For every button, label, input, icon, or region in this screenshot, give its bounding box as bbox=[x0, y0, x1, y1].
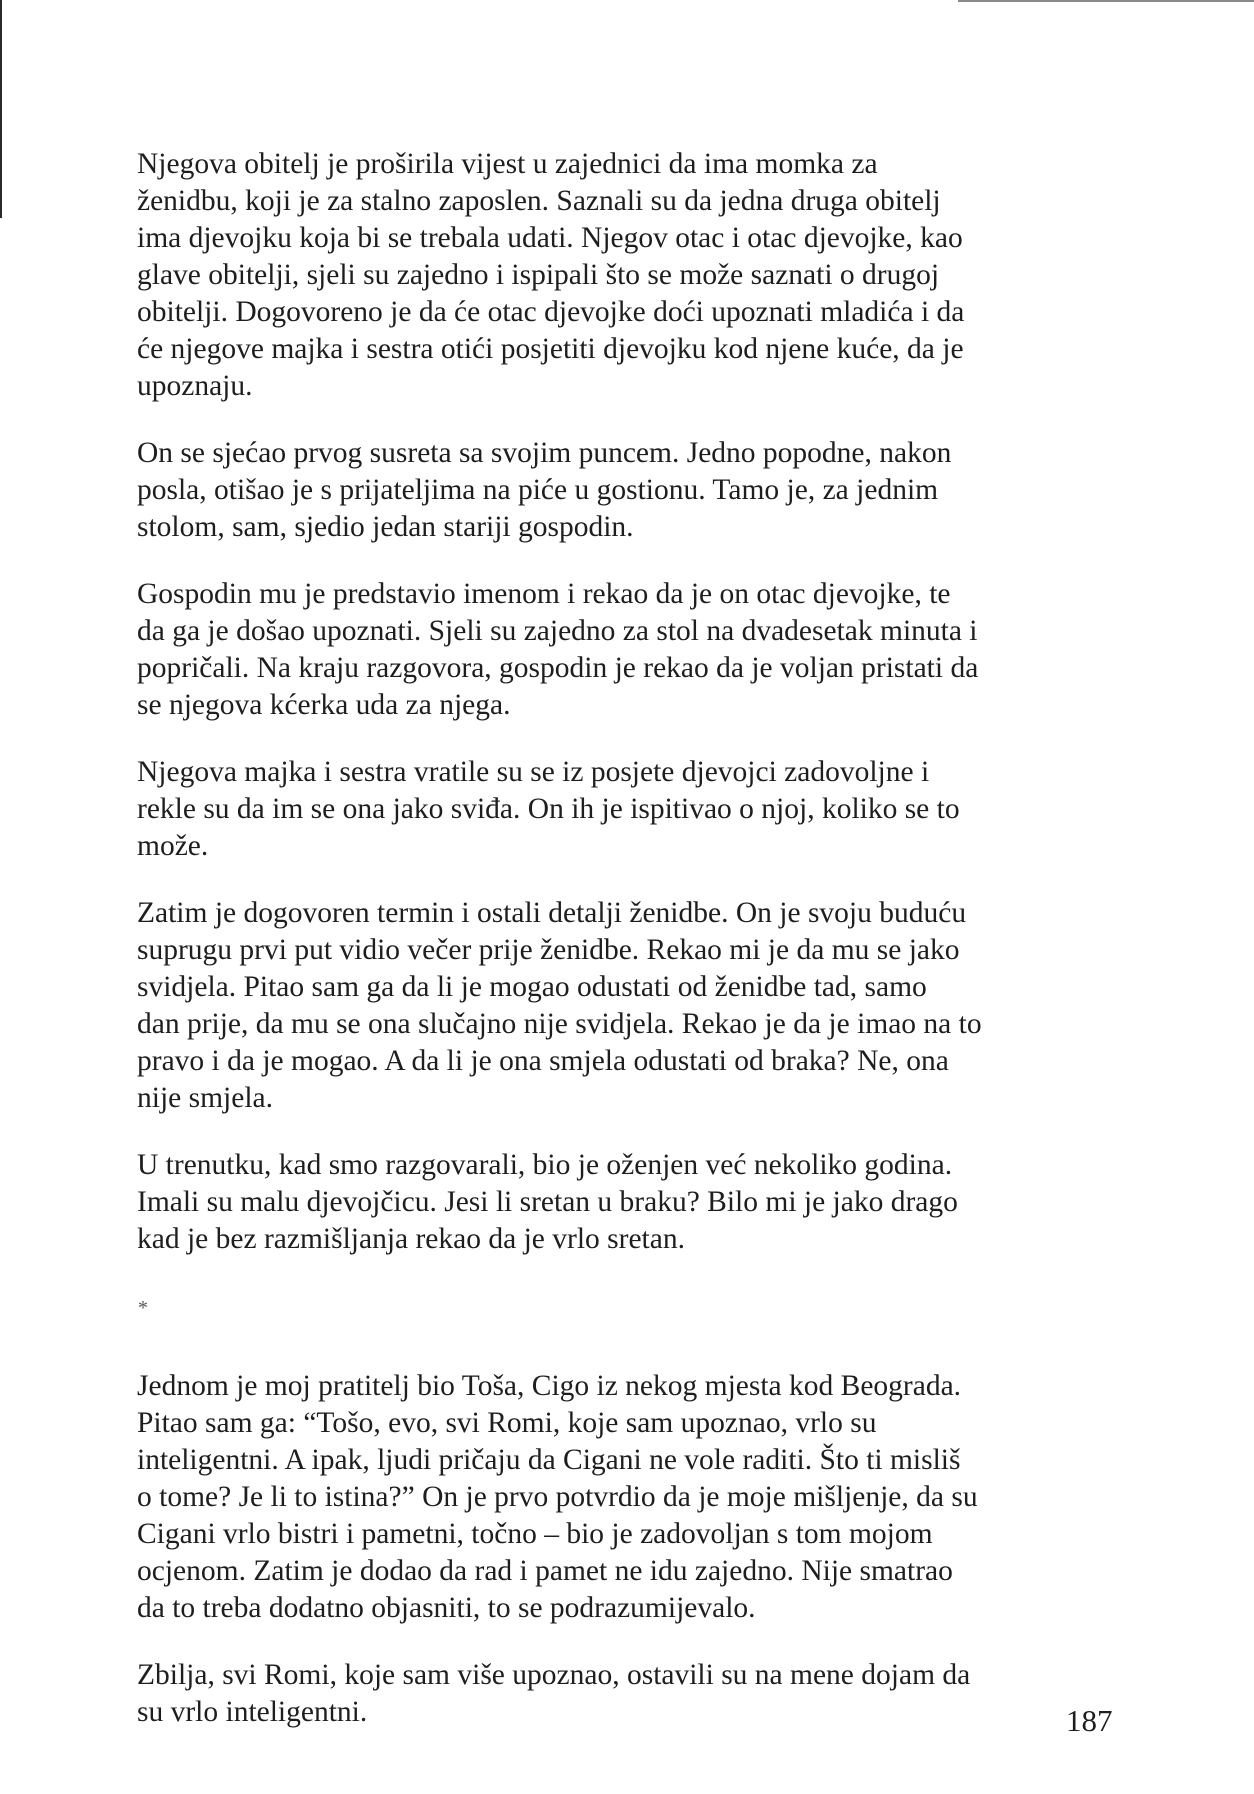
paragraph-8: Zbilja, svi Romi, koje sam više upoznao, ostavili su na mene dojam da su vrlo inteligentni. bbox=[137, 1659, 971, 1728]
paragraph-3: Gospodin mu je predstavio imenom i rekao da je on otac djevojke, te da ga je došao upoznati. Sjeli su zajedno za stol na dvadesetak minuta i popričali. Na kraju razgovora, gospodin je rekao da je voljan pristati da se njegova kćerka uda za njega. bbox=[137, 578, 979, 721]
scan-edge-left bbox=[0, 0, 2, 218]
paragraph-2: On se sjećao prvog susreta sa svojim puncem. Jedno popodne, nakon posla, otišao je s prijateljima na piće u gostionu. Tamo je, za jednim stolom, sam, sjedio jedan stariji gospodin. bbox=[137, 437, 952, 543]
paragraph-4: Njegova majka i sestra vratile su se iz posjete djevojci zadovoljne i rekle su da im se ona jako sviđa. On ih je ispitivao o njoj, koliko se to može. bbox=[137, 756, 960, 862]
scan-edge-top bbox=[958, 0, 1254, 2]
paragraph-7: Jednom je moj pratitelj bio Toša, Cigo iz nekog mjesta kod Beograda. Pitao sam ga: “Tošo, evo, svi Romi, koje sam upoznao, vrlo su inteligentni. A ipak, ljudi pričaju da Cigani ne vole raditi. Što ti misliš o tome? Je li to istina?” On je prvo potvrdio da je moje mišljenje, da su Cigani vrlo bistri i pametni, točno – bio je zadovoljan s tom mojom ocjenom. Zatim je dodao da rad i pamet ne idu zajedno. Nije smatrao da to treba dodatno objasniti, to se podrazumijevalo. bbox=[137, 1370, 978, 1624]
page-number: 187 bbox=[1066, 1703, 1113, 1738]
paragraph-5: Zatim je dogovoren termin i ostali detalji ženidbe. On je svoju buduću suprugu prvi put vidio večer prije ženidbe. Rekao mi je da mu se jako svidjela. Pitao sam ga da li je mogao odustati od ženidbe tad, samo dan prije, da mu se ona slučajno nije svidjela. Rekao je da je imao na to pravo i da je mogao. A da li je ona smjela odustati od braka? Ne, ona nije smjela. bbox=[137, 897, 982, 1114]
paragraph-6: U trenutku, kad smo razgovarali, bio je oženjen već nekoliko godina. Imali su malu djevojčicu. Jesi li sretan u braku? Bilo mi je jako drago kad je bez razmišljanja rekao da je vrlo sretan. bbox=[137, 1149, 958, 1255]
paragraph-1: Njegova obitelj je proširila vijest u zajednici da ima momka za ženidbu, koji je za stalno zaposlen. Saznali su da jedna druga obitelj ima djevojku koja bi se trebala udati. Njegov otac i otac djevojke, kao glave obitelji, sjeli su zajedno i ispipali što se može saznati o drugoj obitelji. Dogovoreno je da će otac djevojke doći upoznati mladića i da će njegove majka i sestra otići posjetiti djevojku kod njene kuće, da je upoznaju. bbox=[137, 148, 965, 402]
page-body bbox=[137, 146, 1122, 1761]
section-separator: * bbox=[138, 1297, 148, 1319]
